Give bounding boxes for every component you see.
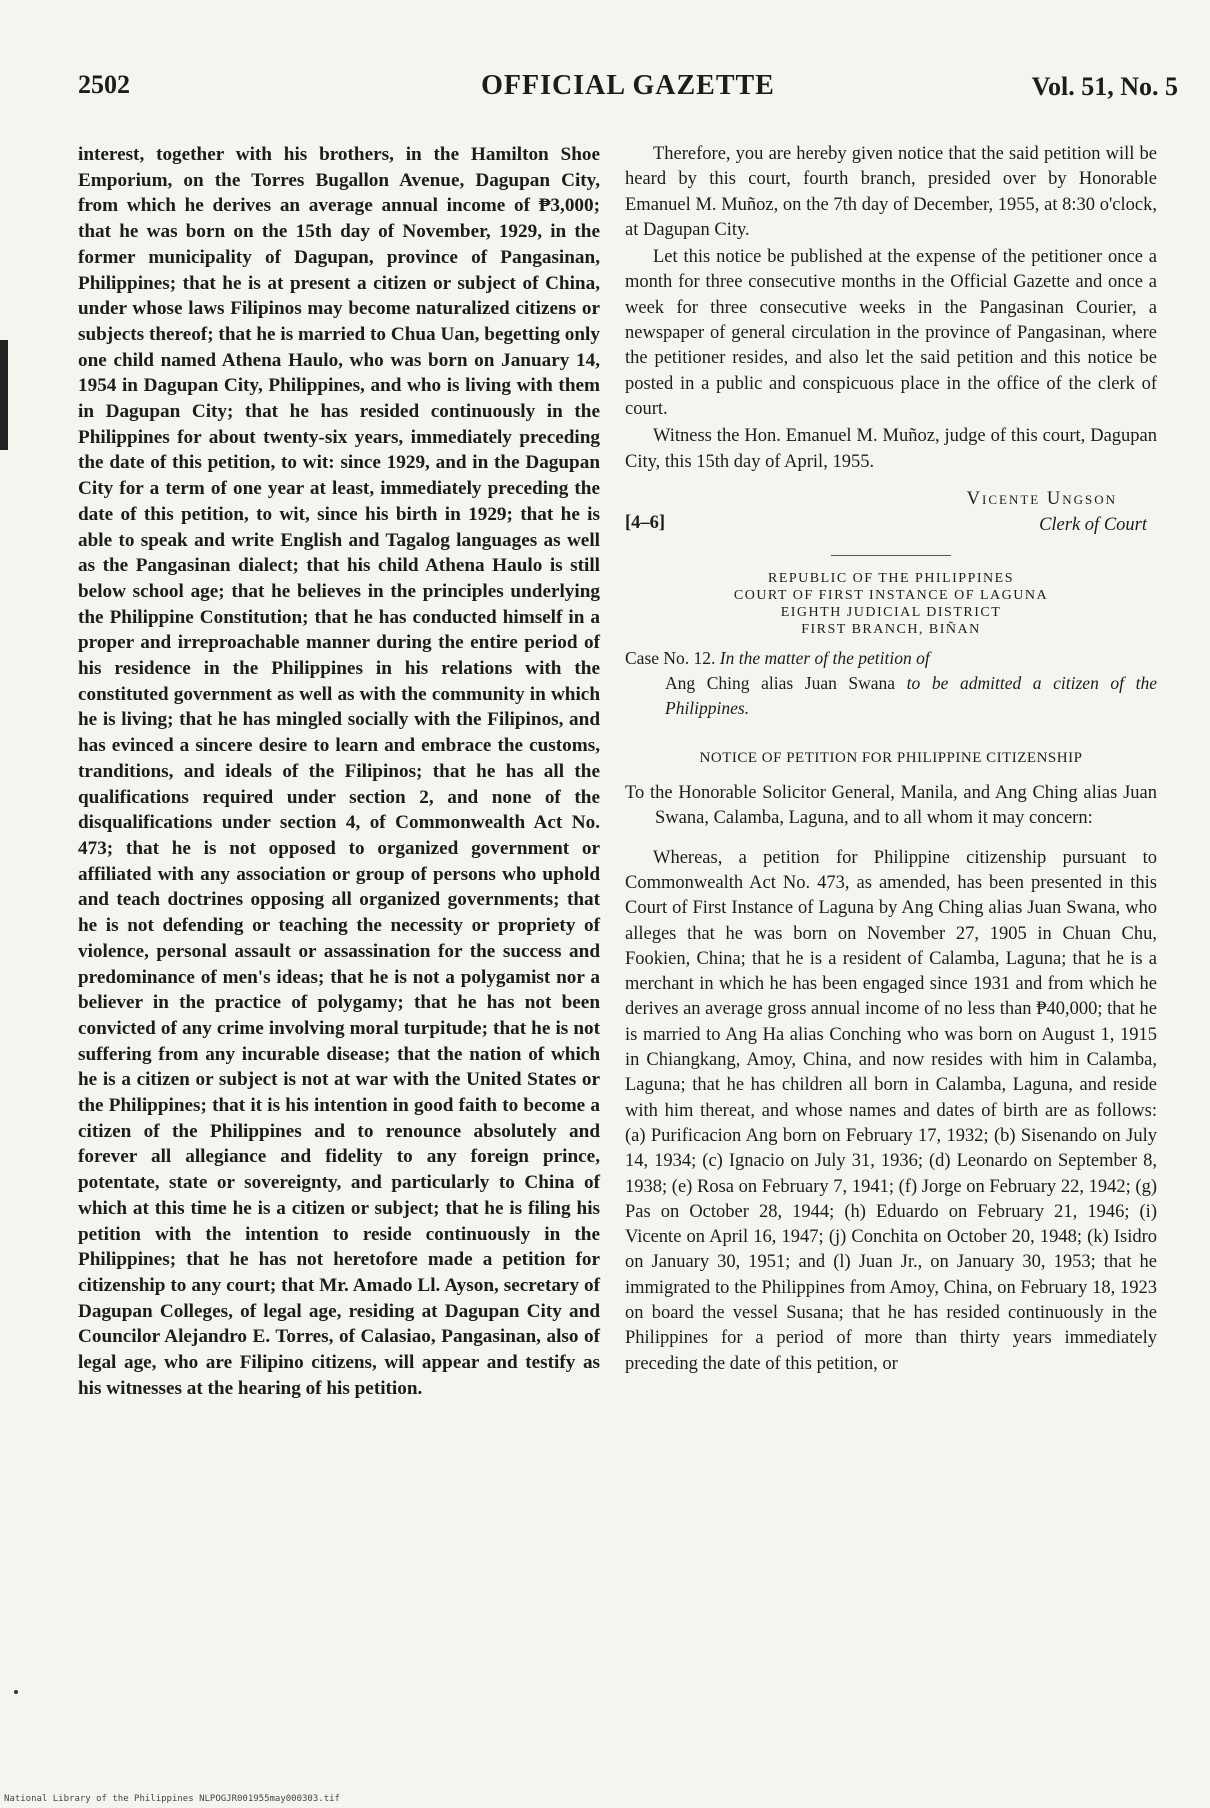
signature-block	[625, 487, 1157, 545]
signatory-name: Vicente Ungson	[966, 488, 1117, 509]
notice-title: NOTICE OF PETITION FOR PHILIPPINE CITIZENSHIP	[699, 749, 1083, 766]
signatory-title: Clerk of Court	[1039, 514, 1147, 535]
court-header-line: REPUBLIC OF THE PHILIPPINES	[768, 570, 1014, 586]
court-header-line: COURT OF FIRST INSTANCE OF LAGUNA	[733, 587, 1049, 603]
case-caption-text: to be admitted a citizen of the Philippines.	[665, 673, 1157, 719]
scan-margin-mark	[0, 340, 8, 450]
page-header	[78, 70, 1178, 106]
addressee: To the Honorable Solicitor General, Manila, and Ang Ching alias Juan Swana, Calamba, Laguna, and to all whom it may concern:	[625, 783, 1157, 829]
petition-paragraph: Whereas, a petition for Philippine citizenship pursuant to Commonwealth Act No. 473, as amended, has been presented in this Court of First Instance of Laguna by Ang Ching alias Juan Swana, who alleges that he was born on November 27, 1905 in Chuan Chu, Fookien, China; that he is a resident of Calamba, Laguna; that he is a merchant in which he has been engaged since 1931 and from which he derives an average gross annual income of no less than ₱40,000; that he is married to Ang Ha alias Conching who was born on August 1, 1915 in Chiangkang, Amoy, China, and now resides with him in Calamba, Laguna; that he has children all born in Calamba, Laguna, and reside with him thereat, and whose names and dates of birth are as follows: (a) Purificacion Ang born on February 17, 1932; (b) Sisenando on July 14, 1934; (c) Ignacio on July 31, 1936; (d) Leonardo on September 8, 1938; (e) Rosa on February 7, 1941; (f) Jorge on February 22, 1942; (g) Pas on October 28, 1944; (h) Eduardo on February 21, 1946; (i) Vicente on April 16, 1947; (j) Conchita on October 20, 1948; (k) Isidro on January 30, 1951; and (l) Juan Jr., on January 30, 1953; that he immigrated to the Philippines from Amoy, China, on February 18, 1923 on board the vessel Susana; that he has resided continuously in the Philippines for a period of more than thirty years immediately preceding the date of this petition, or	[625, 847, 1157, 1374]
right-column	[625, 142, 1157, 1377]
section-divider	[831, 555, 951, 556]
witness-paragraph: Witness the Hon. Emanuel M. Muñoz, judge of this court, Dagupan City, this 15th day of April, 1955.	[625, 426, 1157, 472]
page-number: 2502	[78, 70, 130, 99]
scan-footer: National Library of the Philippines NLPOGJR001955may000303.tif	[4, 1794, 340, 1804]
scan-speck	[14, 1690, 18, 1694]
case-caption	[625, 646, 1157, 722]
left-column	[78, 142, 600, 1401]
court-header-line: EIGHTH JUDICIAL DISTRICT	[780, 604, 1002, 620]
case-petitioner: Ang Ching alias Juan Swana	[665, 673, 896, 694]
issue-reference: [4–6]	[625, 512, 666, 533]
case-caption-hanging	[625, 671, 1157, 722]
publication-order-paragraph: Let this notice be published at the expense of the petitioner once a month for three consecutive months in the Official Gazette and once a week for three consecutive weeks in the Pangasinan Courier, a newspaper of general circulation in the province of Pangasinan, where the petitioner resides, and also let the said petition and this notice be posted in a public and conspicuous place in the office of the clerk of court.	[625, 247, 1157, 419]
case-number: Case No. 12.	[625, 647, 716, 668]
volume-number: Vol. 51, No. 5	[1031, 72, 1178, 101]
publication-title: OFFICIAL GAZETTE	[481, 70, 775, 101]
case-caption-text: In the matter of the petition of	[719, 647, 930, 668]
court-header-line: FIRST BRANCH, BIÑAN	[801, 621, 981, 637]
hearing-notice-paragraph: Therefore, you are hereby given notice that the said petition will be heard by this court, fourth branch, presided over by Honorable Emanuel M. Muñoz, on the 7th day of December, 1955, at 8:30 o'clock, at Dagupan City.	[625, 144, 1157, 240]
court-header	[625, 570, 1157, 638]
petition-continuation-text: interest, together with his brothers, in the Hamilton Shoe Emporium, on the Torres Bugallon Avenue, Dagupan City, from which he derives an average annual income of ₱3,000; that he was born on the 15th day of November, 1929, in the former municipality of Dagupan, province of Pangasinan, Philippines; that he is at present a citizen or subject of China, under whose laws Filipinos may become naturalized citizens or subjects thereof; that he is married to Chua Uan, begetting only one child named Athena Haulo, who was born on January 14, 1954 in Dagupan City, Philippines, and who is living with them in Dagupan City; that he has resided continuously in the Philippines for about twenty-six years, immediately preceding the date of this petition, to wit: since 1929, and in the Dagupan City for a term of one year at least, immediately preceding the date of this petition, to wit, since his birth in 1929; that he is able to speak and write English and Tagalog languages as well as the Pangasinan dialect; that his child Athena Haulo is still below school age; that he believes in the principles underlying the Philippine Constitution; that he has conducted himself in a proper and irreproachable manner during the entire period of his residence in the Philippines in his relations with the constituted government as well as with the community in which he is living; that he has mingled socially with the Filipinos, and has evinced a sincere desire to learn and embrace the customs, tranditions, and ideals of the Filipinos; that he has all the qualifications required under section 2, and none of the disqualifications under section 4, of Commonwealth Act No. 473; that he is not opposed to organized government or affiliated with any association or group of persons who uphold and teach doctrines opposing all organized governments; that he is not defending or teaching the necessity or propriety of violence, personal assault or assassination for the success and predominance of men's ideas; that he is not a polygamist nor a believer in the practice of polygamy; that he has not been convicted of any crime involving moral turpitude; that he is not suffering from any incurable disease; that the nation of which he is a citizen or subject is not at war with the United States or the Philippines; that it is his intention in good faith to become a citizen of the Philippines and to renounce absolutely and forever all allegiance and fidelity to any foreign prince, potentate, state or sovereignty, and particularly to China of which at this time he is a citizen or subject; that he is filing his petition with the intention to reside continuously in the Philippines; that he has not heretofore made a petition for citizenship to any court; that Mr. Amado Ll. Ayson, secretary of Dagupan Colleges, of legal age, residing at Dagupan City and Councilor Alejandro E. Torres, of Calasiao, Pangasinan, also of legal age, who are Filipino citizens, will appear and testify as his witnesses at the hearing of his petition.	[78, 144, 600, 1399]
